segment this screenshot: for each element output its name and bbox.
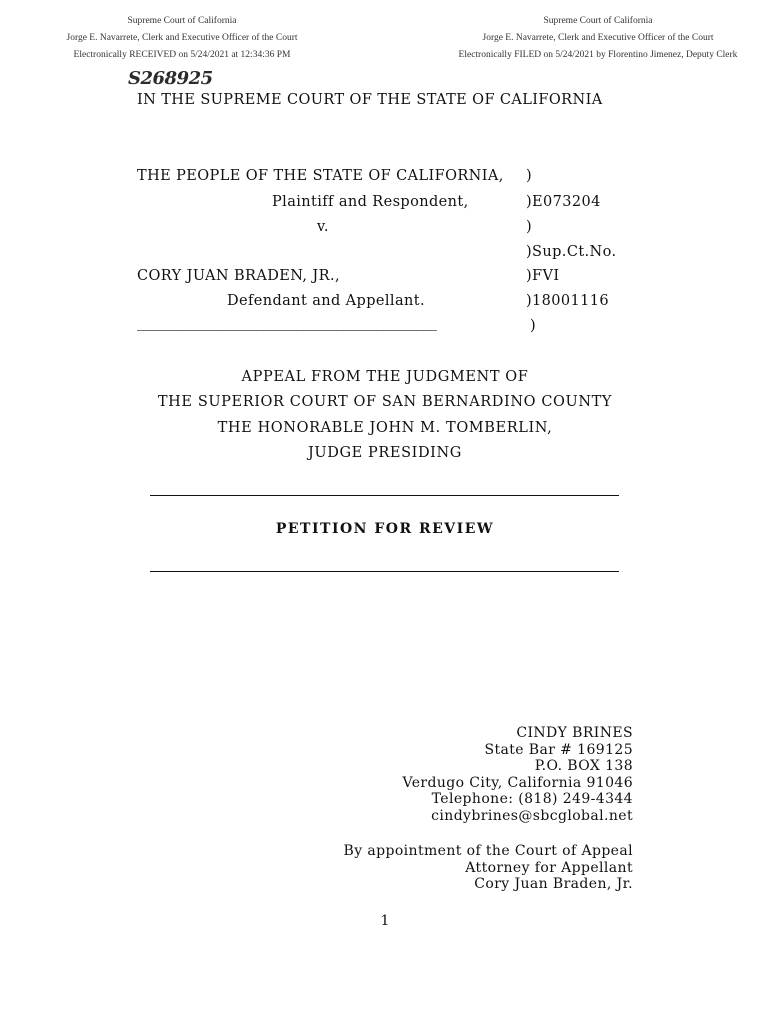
appointment-line: Cory Juan Braden, Jr. (474, 876, 633, 892)
received-stamp-clerk: Jorge E. Navarrete, Clerk and Executive Officer of the Court (66, 33, 298, 43)
filed-stamp-clerk: Jorge E. Navarrete, Clerk and Executive Officer of the Court (482, 33, 714, 43)
attorney-email: cindybrines@sbcglobal.net (431, 807, 633, 824)
bottom-rule (150, 571, 619, 572)
received-stamp-court: Supreme Court of California (127, 16, 237, 26)
caption-underline: _____________________________________________ (137, 315, 437, 331)
document-title: PETITION FOR REVIEW (275, 521, 495, 537)
defendant-role: Defendant and Appellant. (227, 293, 425, 309)
appointment-block (344, 843, 634, 893)
filed-stamp-court: Supreme Court of California (543, 16, 653, 26)
received-stamp (32, 13, 332, 64)
versus: v. (317, 219, 329, 235)
appeal-line: JUDGE PRESIDING (308, 445, 462, 461)
received-stamp-date: Electronically RECEIVED on 5/24/2021 at 12:34:36 PM (73, 50, 291, 60)
superior-court-number: )18001116 (526, 293, 610, 309)
defendant-name: CORY JUAN BRADEN, JR., (137, 268, 340, 284)
superior-court-prefix: )FVI (526, 268, 560, 284)
attorney-po-box: P.O. BOX 138 (534, 758, 633, 774)
appeal-line: THE SUPERIOR COURT OF SAN BERNARDINO COUNTY (157, 394, 613, 410)
appeal-line: APPEAL FROM THE JUDGMENT OF (241, 369, 529, 385)
page-number: 1 (380, 913, 390, 929)
case-number: S268925 (128, 68, 213, 89)
attorney-city: Verdugo City, California 91046 (402, 774, 633, 791)
filed-stamp (448, 13, 748, 64)
plaintiff-name: THE PEOPLE OF THE STATE OF CALIFORNIA, (137, 168, 504, 184)
appointment-line: By appointment of the Court of Appeal (343, 843, 633, 859)
appointment-line: Attorney for Appellant (465, 859, 633, 876)
filed-stamp-date: Electronically FILED on 5/24/2021 by Florentino Jimenez, Deputy Clerk (458, 50, 738, 60)
attorney-block (402, 725, 633, 824)
caption-bracket: ) (526, 219, 533, 235)
attorney-telephone: Telephone: (818) 249-4344 (431, 791, 633, 807)
caption-bracket: ) (526, 168, 533, 184)
plaintiff-role: Plaintiff and Respondent, (272, 194, 469, 210)
attorney-state-bar: State Bar # 169125 (484, 741, 633, 758)
caption-bracket: ) (530, 318, 537, 334)
appeal-line: THE HONORABLE JOHN M. TOMBERLIN, (217, 420, 553, 436)
superior-court-label: )Sup.Ct.No. (526, 244, 617, 260)
court-title: IN THE SUPREME COURT OF THE STATE OF CALIFORNIA (137, 92, 603, 108)
appeal-case-number: )E073204 (526, 194, 601, 210)
attorney-name: CINDY BRINES (516, 725, 633, 741)
top-rule (150, 495, 619, 496)
